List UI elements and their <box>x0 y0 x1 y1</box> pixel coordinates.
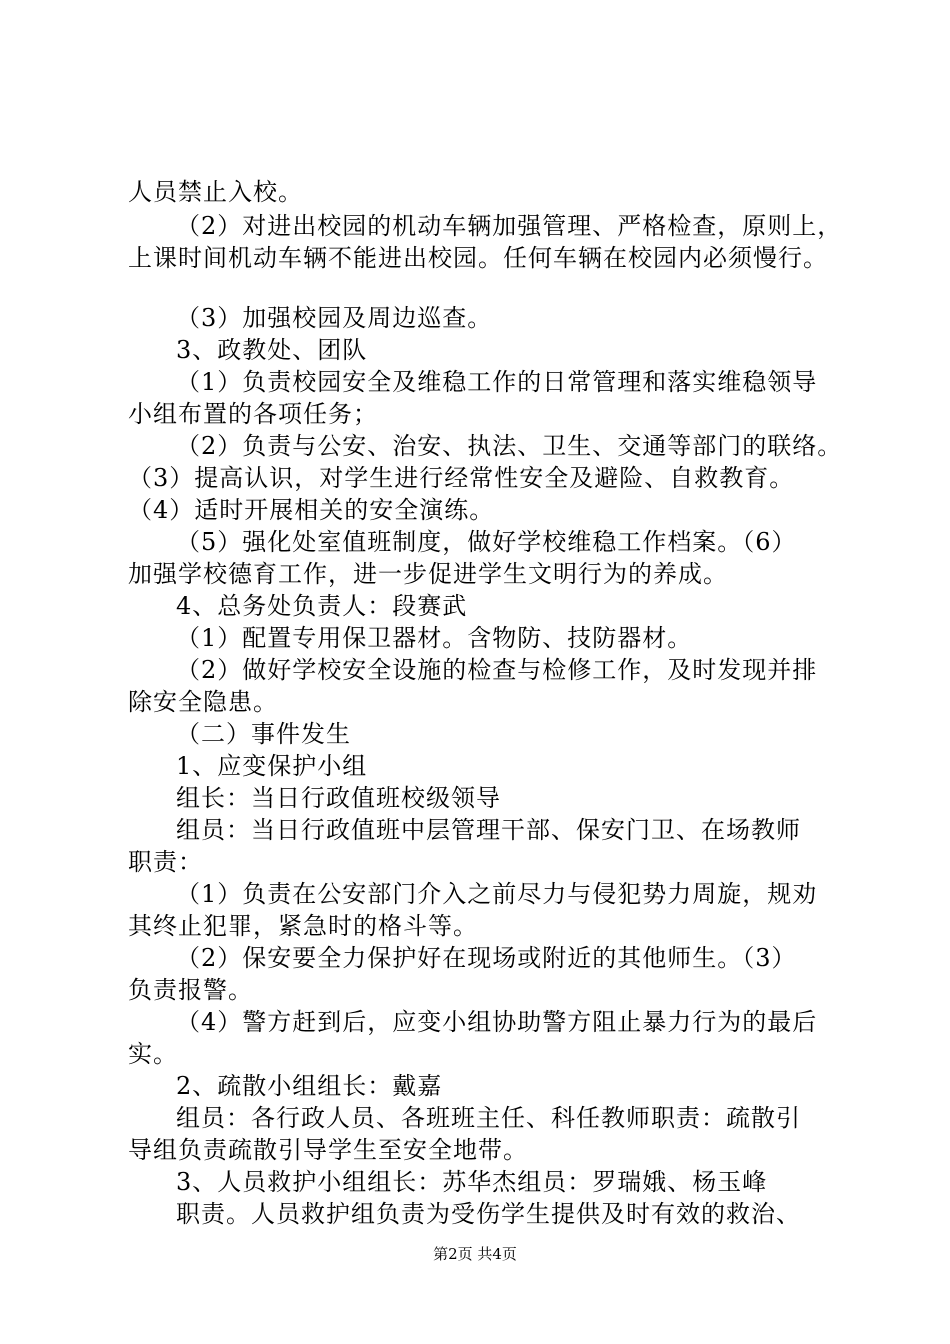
text-line: （二）事件发生 <box>176 720 351 748</box>
text-line: 其终止犯罪，紧急时的格斗等。 <box>128 912 478 940</box>
text-line: 导组负责疏散引导学生至安全地带。 <box>128 1136 528 1164</box>
text-line: （2）对进出校园的机动车辆加强管理、严格检查，原则上， <box>176 212 843 240</box>
page-number-footer: 第2页 共4页 <box>433 1245 517 1263</box>
text-line: （4）警方赶到后，应变小组协助警方阻止暴力行为的最后 <box>176 1008 818 1036</box>
text-line: （3）提高认识，对学生进行经常性安全及避险、自救教育。 <box>128 464 795 492</box>
text-line: （1）配置专用保卫器材。含物防、技防器材。 <box>176 624 693 652</box>
text-line: 组员：当日行政值班中层管理干部、保安门卫、在场教师 <box>176 816 801 844</box>
text-line: 职责： <box>128 848 203 876</box>
text-line: （3）加强校园及周边巡查。 <box>176 304 493 332</box>
text-line: （5）强化处室值班制度，做好学校维稳工作档案。（6） <box>176 528 797 556</box>
text-line: 除安全隐患。 <box>128 688 278 716</box>
text-line: （2）做好学校安全设施的检查与检修工作，及时发现并排 <box>176 656 818 684</box>
text-line: （4）适时开展相关的安全演练。 <box>128 496 495 524</box>
text-line: 实。 <box>128 1040 178 1068</box>
text-line: 1、应变保护小组 <box>176 752 368 780</box>
text-line: 小组布置的各项任务； <box>128 400 378 428</box>
text-line: 3、人员救护小组组长：苏华杰组员：罗瑞娥、杨玉峰 <box>176 1168 768 1196</box>
text-line: （1）负责在公安部门介入之前尽力与侵犯势力周旋，规劝 <box>176 880 818 908</box>
text-line: 加强学校德育工作，进一步促进学生文明行为的养成。 <box>128 560 728 588</box>
text-line: 职责。人员救护组负责为受伤学生提供及时有效的救治、 <box>176 1200 801 1228</box>
text-line: 3、政教处、团队 <box>176 336 368 364</box>
text-line: 4、总务处负责人：段赛武 <box>176 592 468 620</box>
text-line: 上课时间机动车辆不能进出校园。任何车辆在校园内必须慢行。 <box>128 244 828 272</box>
text-line: （2）保安要全力保护好在现场或附近的其他师生。（3） <box>176 944 797 972</box>
text-line: 负责报警。 <box>128 976 253 1004</box>
text-line: 组员：各行政人员、各班班主任、科任教师职责：疏散引 <box>176 1104 801 1132</box>
text-line: （2）负责与公安、治安、执法、卫生、交通等部门的联络。 <box>176 432 843 460</box>
text-line: 人员禁止入校。 <box>128 178 303 206</box>
text-line: （1）负责校园安全及维稳工作的日常管理和落实维稳领导 <box>176 368 818 396</box>
text-line: 2、疏散小组组长：戴嘉 <box>176 1072 443 1100</box>
text-line: 组长：当日行政值班校级领导 <box>176 784 501 812</box>
